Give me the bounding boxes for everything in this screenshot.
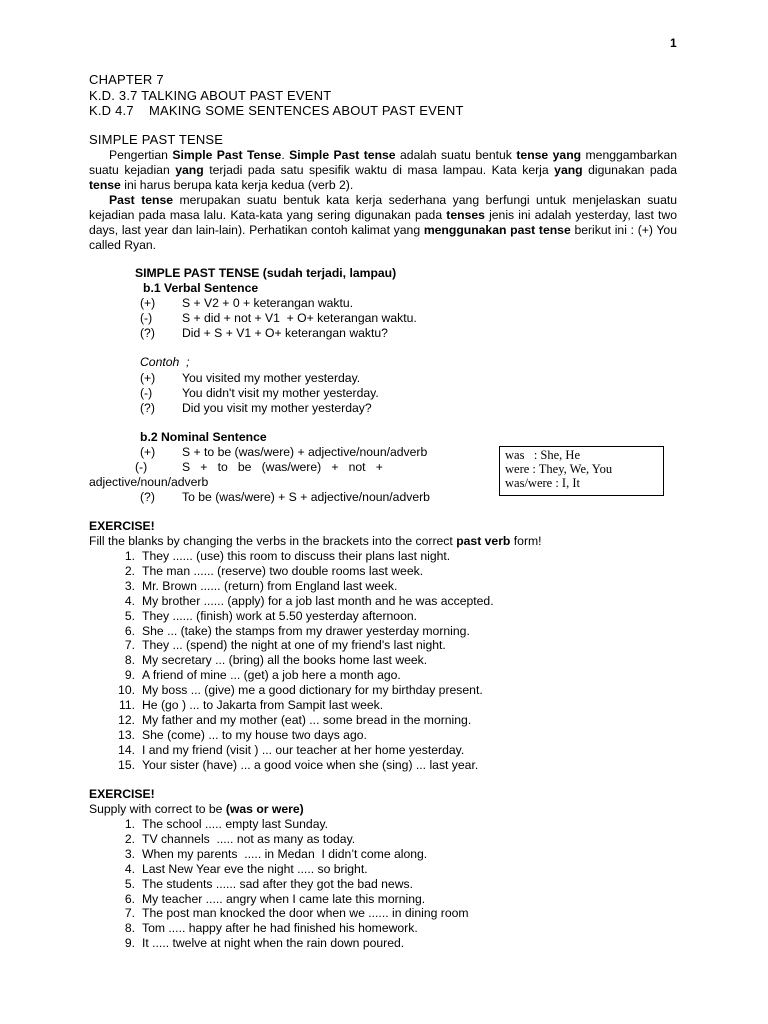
- example-text: Did you visit my mother yesterday?: [182, 401, 372, 415]
- nominal-row-positive: [140, 445, 427, 460]
- kd-heading-2: K.D 4.7 MAKING SOME SENTENCES ABOUT PAST EVENT: [89, 103, 464, 118]
- item-number: 9.: [124, 936, 135, 951]
- item-number: 1.: [124, 549, 135, 563]
- list-item: [110, 668, 670, 683]
- intro-paragraph-2: Past tense merupakan suatu bentuk kata kerja sederhana yang berfungi untuk menjelaskan suatu kejadian pada masa lalu. Kata-kata yang sering digunakan pada tenses jenis ini adalah yesterday, last two days, last year dan lain-lain). Perhatikan contoh kalimat yang menggunakan past tense berikut ini : (+) You called Ryan.: [89, 193, 678, 252]
- sign-symbol: (?): [140, 326, 155, 340]
- list-item: [110, 624, 670, 639]
- exercise-2-title: EXERCISE!: [89, 787, 155, 801]
- nominal-minus-symbol: (-): [135, 460, 148, 474]
- item-number: 3.: [124, 846, 135, 861]
- verbal-row-negative: [140, 311, 417, 326]
- item-text: When my parents ..... in Medan I didn’t come along.: [142, 846, 428, 861]
- item-text: It ..... twelve at night when the rain down poured.: [142, 936, 405, 951]
- item-text: Tom ..... happy after he had finished his homework.: [142, 921, 418, 936]
- sign-symbol: (?): [140, 490, 155, 504]
- list-item: [110, 906, 670, 921]
- item-number: 5.: [124, 876, 135, 891]
- list-item: [110, 698, 670, 713]
- list-item: [110, 877, 670, 892]
- exercise-2-instruction: Supply with correct to be (was or were): [89, 802, 304, 816]
- list-item: [110, 638, 670, 653]
- item-text: She (come) ... to my house two days ago.: [142, 727, 367, 742]
- list-item: [110, 609, 670, 624]
- intro-paragraph-1: Pengertian Simple Past Tense. Simple Past tense adalah suatu bentuk tense yang menggambarkan suatu kejadian yang terjadi pada satu spesifik waktu di masa lampau. Kata kerja yang digunakan pada tense ini harus berupa kata kerja kedua (verb 2).: [89, 148, 677, 192]
- list-item: [110, 862, 670, 877]
- list-item: [110, 892, 670, 907]
- list-item: [110, 832, 670, 847]
- item-text: The students ...... sad after they got the bad news.: [142, 876, 413, 891]
- formula-title: SIMPLE PAST TENSE (sudah terjadi, lampau): [135, 266, 397, 280]
- sign-symbol: (-): [140, 311, 153, 325]
- item-number: 13.: [118, 727, 135, 742]
- item-text: My father and my mother (eat) ... some bread in the morning.: [142, 712, 472, 727]
- item-number: 3.: [124, 578, 135, 593]
- list-item: [110, 564, 670, 579]
- item-text: They ...... (finish) work at 5.50 yesterday afternoon.: [142, 608, 418, 623]
- verbal-row-question: [140, 326, 388, 341]
- list-item: [110, 579, 670, 594]
- nominal-row-question: [140, 490, 430, 505]
- contoh-label: Contoh ;: [140, 355, 190, 369]
- sign-symbol: (+): [140, 371, 156, 385]
- item-number: 6.: [124, 891, 135, 906]
- to-be-were: were : They, We, You: [505, 462, 613, 476]
- item-text: My teacher ..... angry when I came late this morning.: [142, 891, 426, 906]
- item-text: My brother ...... (apply) for a job last month and he was accepted.: [142, 593, 494, 608]
- formula-text: To be (was/were) + S + adjective/noun/adverb: [182, 490, 430, 504]
- list-item: [110, 817, 670, 832]
- item-number: 14.: [118, 742, 135, 757]
- item-number: 12.: [118, 712, 135, 727]
- example-row-question: [140, 401, 372, 416]
- formula-text: S + did + not + V1 + O+ keterangan waktu.: [182, 311, 417, 325]
- formula-text: S + V2 + 0 + keterangan waktu.: [182, 296, 354, 310]
- list-item: [110, 743, 670, 758]
- item-number: 11.: [118, 698, 135, 713]
- verbal-row-positive: [140, 296, 353, 311]
- list-item: [110, 653, 670, 668]
- formula-text: Did + S + V1 + O+ keterangan waktu?: [182, 326, 388, 340]
- item-number: 9.: [124, 668, 135, 683]
- list-item: [110, 594, 670, 609]
- exercise-1-instruction: Fill the blanks by changing the verbs in the brackets into the correct past verb form!: [89, 534, 542, 548]
- item-number: 7.: [124, 638, 135, 653]
- list-item: [110, 936, 670, 951]
- item-number: 6.: [124, 623, 135, 638]
- nominal-minus-line-2: adjective/noun/adverb: [89, 475, 209, 489]
- example-row-negative: [140, 386, 379, 401]
- sign-symbol: (-): [140, 386, 153, 400]
- item-text: My secretary ... (bring) all the books home last week.: [142, 653, 428, 668]
- nominal-minus-line-1: S + to be (was/were) + not +: [182, 460, 383, 474]
- sign-symbol: (?): [140, 401, 155, 415]
- example-text: You visited my mother yesterday.: [182, 371, 361, 385]
- to-be-box: [499, 446, 664, 496]
- verbal-sentence-title: b.1 Verbal Sentence: [143, 281, 259, 295]
- to-be-was-were: was/were : I, It: [505, 476, 580, 490]
- list-item: [110, 728, 670, 743]
- item-number: 2.: [124, 831, 135, 846]
- item-number: 10.: [118, 683, 135, 698]
- exercise-2-list: [110, 817, 670, 951]
- list-item: [110, 921, 670, 936]
- item-text: Last New Year eve the night ..... so bright.: [142, 861, 368, 876]
- section-heading: SIMPLE PAST TENSE: [89, 132, 224, 147]
- item-text: The man ...... (reserve) two double rooms last week.: [142, 563, 424, 578]
- kd-heading-1: K.D. 3.7 TALKING ABOUT PAST EVENT: [89, 88, 332, 103]
- chapter-heading: CHAPTER 7: [89, 72, 164, 87]
- item-number: 5.: [124, 608, 135, 623]
- item-text: The school ..... empty last Sunday.: [142, 817, 329, 831]
- item-text: TV channels ..... not as many as today.: [142, 831, 356, 846]
- item-number: 4.: [124, 593, 135, 608]
- item-number: 8.: [124, 653, 135, 668]
- item-text: The post man knocked the door when we ...... in dining room: [142, 906, 469, 921]
- item-text: Mr. Brown ...... (return) from England last week.: [142, 578, 398, 593]
- item-number: 7.: [124, 906, 135, 921]
- item-number: 1.: [124, 817, 135, 831]
- list-item: [110, 847, 670, 862]
- exercise-1-title: EXERCISE!: [89, 519, 155, 533]
- list-item: [110, 683, 670, 698]
- formula-text: S + to be (was/were) + adjective/noun/adverb: [182, 445, 428, 459]
- list-item: [110, 713, 670, 728]
- item-text: He (go ) ... to Jakarta from Sampit last week.: [142, 698, 384, 713]
- exercise-1-list: [110, 549, 670, 773]
- item-number: 4.: [124, 861, 135, 876]
- item-text: I and my friend (visit ) ... our teacher at her home yesterday.: [142, 742, 465, 757]
- example-text: You didn't visit my mother yesterday.: [182, 386, 379, 400]
- page-number: 1: [670, 36, 677, 50]
- item-number: 2.: [124, 563, 135, 578]
- item-text: They ...... (use) this room to discuss their plans last night.: [142, 549, 451, 563]
- item-number: 8.: [124, 921, 135, 936]
- list-item: [110, 549, 670, 564]
- item-number: 15.: [118, 757, 135, 772]
- to-be-was: was : She, He: [505, 448, 580, 462]
- item-text: She ... (take) the stamps from my drawer yesterday morning.: [142, 623, 470, 638]
- sign-symbol: (+): [140, 445, 156, 459]
- item-text: Your sister (have) ... a good voice when she (sing) ... last year.: [142, 757, 479, 772]
- sign-symbol: (+): [140, 296, 156, 310]
- nominal-sentence-title: b.2 Nominal Sentence: [140, 430, 267, 444]
- item-text: A friend of mine ... (get) a job here a month ago.: [142, 668, 401, 683]
- list-item: [110, 758, 670, 773]
- item-text: My boss ... (give) me a good dictionary for my birthday present.: [142, 683, 483, 698]
- item-text: They ... (spend) the night at one of my friend's last night.: [142, 638, 446, 653]
- example-row-positive: [140, 371, 360, 386]
